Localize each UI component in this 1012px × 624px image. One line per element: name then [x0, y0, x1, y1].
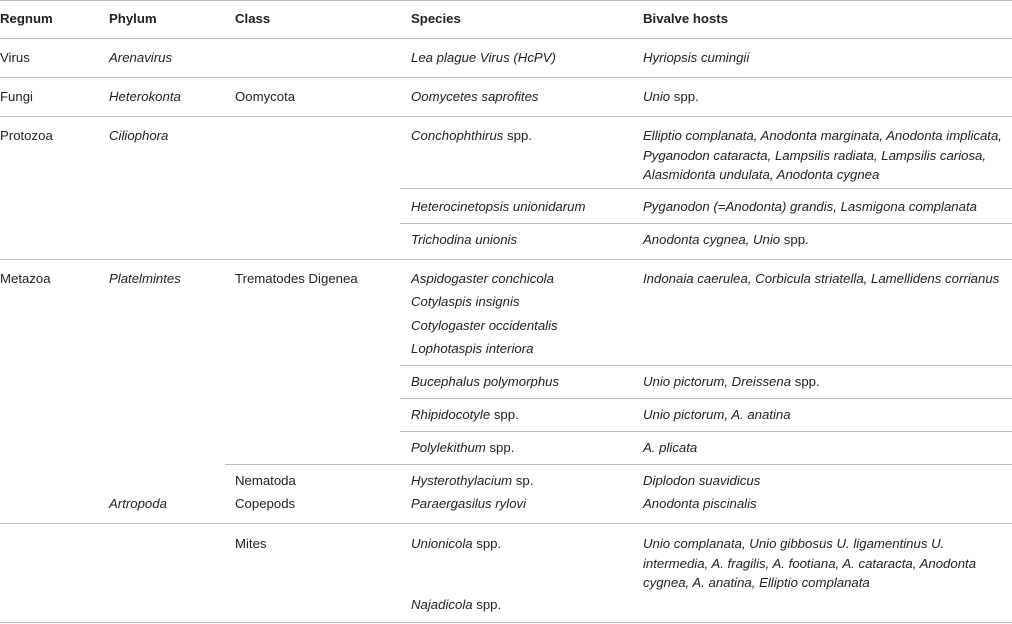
species-plain: spp. — [485, 440, 515, 455]
species-cell: Bucephalus polymorphus — [411, 374, 560, 389]
class-cell: Oomycota — [235, 89, 296, 104]
species-cell: Heterocinetopsis unionidarum — [411, 199, 586, 214]
species-italic: Polylekithum — [411, 440, 486, 455]
species-cell: Cotylogaster occidentalis — [411, 318, 558, 333]
class-cell: Trematodes Digenea — [235, 271, 358, 286]
sub-row-rule — [400, 365, 1012, 366]
species-plain: sp. — [512, 473, 534, 488]
phylum-cell: Arenavirus — [109, 50, 173, 65]
hosts-plain: spp. — [791, 374, 820, 389]
species-italic: Rhipidocotyle — [411, 407, 491, 422]
phylum-cell: Heterokonta — [109, 89, 181, 104]
species-cell: Paraergasilus rylovi — [411, 496, 527, 511]
hosts-italic: Anodonta cygnea, Unio — [643, 232, 781, 247]
class-cell: Copepods — [235, 496, 296, 511]
header-class: Class — [235, 11, 271, 26]
sub-row-rule — [400, 223, 1012, 224]
species-cell — [411, 405, 519, 425]
hosts-cell — [643, 87, 699, 107]
hosts-cell — [643, 230, 809, 250]
class-cell: Nematoda — [235, 473, 296, 488]
table-top-rule — [0, 0, 1012, 1]
species-plain: spp. — [472, 597, 502, 612]
header-bivalve-hosts: Bivalve hosts — [643, 11, 729, 26]
phylum-cell: Platelmintes — [109, 271, 181, 286]
header-regnum: Regnum — [0, 11, 53, 26]
hosts-cell: A. plicata — [643, 440, 698, 455]
species-cell: Cotylaspis insignis — [411, 294, 520, 309]
regnum-cell: Fungi — [0, 89, 33, 104]
species-cell — [411, 126, 532, 146]
sub-row-rule — [400, 188, 1012, 189]
hosts-cell: Indonaia caerulea, Corbicula striatella, Lamellidens corrianus — [643, 271, 1000, 286]
row-rule — [0, 259, 1012, 260]
species-cell — [411, 438, 514, 458]
header-rule — [0, 38, 1012, 39]
hosts-cell — [643, 372, 820, 392]
phylum-cell: Ciliophora — [109, 128, 169, 143]
hosts-italic: Unio — [643, 89, 671, 104]
class-cell: Mites — [235, 536, 267, 551]
hosts-italic: Unio pictorum, Dreissena — [643, 374, 792, 389]
species-cell — [411, 534, 501, 554]
species-plain: spp. — [490, 407, 519, 422]
hosts-cell: Anodonta piscinalis — [643, 496, 757, 511]
regnum-cell: Metazoa — [0, 271, 51, 286]
species-italic: Unionicola — [411, 536, 473, 551]
species-cell: Aspidogaster conchicola — [411, 271, 554, 286]
header-species: Species — [411, 11, 461, 26]
hosts-cell: Hyriopsis cumingii — [643, 50, 750, 65]
header-phylum: Phylum — [109, 11, 157, 26]
species-plain: spp. — [503, 128, 532, 143]
regnum-cell: Protozoa — [0, 128, 53, 143]
species-cell: Lea plague Virus (HcPV) — [411, 50, 556, 65]
species-cell — [411, 595, 501, 615]
sub-row-rule — [225, 464, 1012, 465]
sub-row-rule — [400, 398, 1012, 399]
species-italic: Najadicola — [411, 597, 473, 612]
species-cell: Lophotaspis interiora — [411, 341, 534, 356]
hosts-cell: Unio complanata, Unio gibbosus U. ligamentinus U. intermedia, A. fragilis, A. footiana, A. cataracta, Anodonta cygnea, A. anatina, Elliptio complanata — [643, 536, 977, 590]
row-rule — [0, 116, 1012, 117]
species-cell — [411, 471, 533, 491]
row-rule — [0, 77, 1012, 78]
hosts-plain: spp. — [670, 89, 699, 104]
row-rule — [0, 523, 1012, 524]
phylum-cell: Artropoda — [109, 496, 167, 511]
hosts-cell: Diplodon suavidicus — [643, 473, 761, 488]
hosts-cell: Pyganodon (=Anodonta) grandis, Lasmigona complanata — [643, 199, 977, 214]
species-cell: Oomycetes saprofites — [411, 89, 539, 104]
hosts-cell: Elliptio complanata, Anodonta marginata, Anodonta implicata, Pyganodon cataracta, Lampsilis radiata, Lampsilis cariosa, Alasmidonta undulata, Anodonta cygnea — [643, 128, 1002, 182]
sub-row-rule — [400, 431, 1012, 432]
species-plain: spp. — [472, 536, 502, 551]
hosts-cell: Unio pictorum, A. anatina — [643, 407, 791, 422]
table-bottom-rule — [0, 622, 1012, 623]
hosts-plain: spp. — [780, 232, 809, 247]
species-cell: Trichodina unionis — [411, 232, 518, 247]
species-italic: Conchophthirus — [411, 128, 504, 143]
species-italic: Hysterothylacium — [411, 473, 513, 488]
regnum-cell: Virus — [0, 50, 30, 65]
